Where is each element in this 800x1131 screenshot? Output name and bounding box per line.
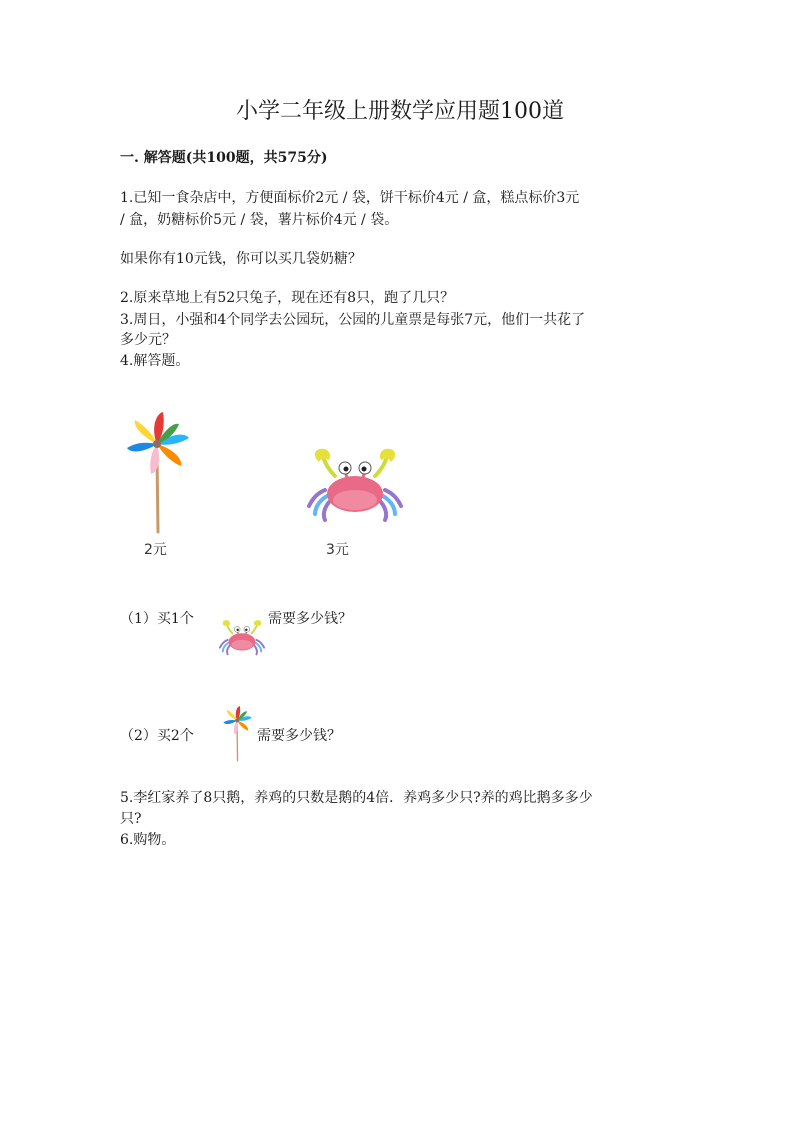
sub-question-1-prefix: （1）买1个	[120, 611, 194, 627]
section-heading: 一. 解答题(共100题，共575分)	[120, 150, 328, 166]
question-3-line-2: 多少元？	[120, 332, 176, 348]
crab-price-label: 3元	[326, 542, 349, 558]
sub-question-2-prefix: （2）买2个	[120, 728, 194, 744]
question-5-line-2: 只?	[120, 811, 142, 827]
question-1-line-1: 1.已知一食杂店中，方便面标价2元 / 袋，饼干标价4元 / 盒，糕点标价3元	[120, 190, 580, 206]
crab-image	[305, 446, 405, 526]
question-2: 2.原来草地上有52只兔子，现在还有8只，跑了几只？	[120, 290, 455, 306]
sub-question-2-suffix: 需要多少钱？	[257, 728, 341, 744]
pinwheel-image	[124, 404, 194, 534]
pinwheel-price-label: 2元	[144, 542, 167, 558]
crab-small-image	[218, 618, 266, 658]
pinwheel-small-image	[222, 702, 254, 762]
question-6: 6.购物。	[120, 832, 176, 848]
question-3-line-1: 3.周日，小强和4个同学去公园玩，公园的儿童票是每张7元，他们一共花了	[120, 312, 586, 328]
sub-question-1-suffix: 需要多少钱？	[268, 611, 352, 627]
question-5-line-1: 5.李红家养了8只鹅，养鸡的只数是鹅的4倍．养鸡多少只?养的鸡比鹅多多少	[120, 790, 593, 806]
question-1-line-2: / 盒，奶糖标价5元 / 袋，薯片标价4元 / 袋。	[120, 212, 399, 228]
page-title: 小学二年级上册数学应用题100道	[236, 99, 564, 124]
question-1-prompt: 如果你有10元钱，你可以买几袋奶糖？	[120, 251, 362, 267]
question-4: 4.解答题。	[120, 353, 190, 369]
